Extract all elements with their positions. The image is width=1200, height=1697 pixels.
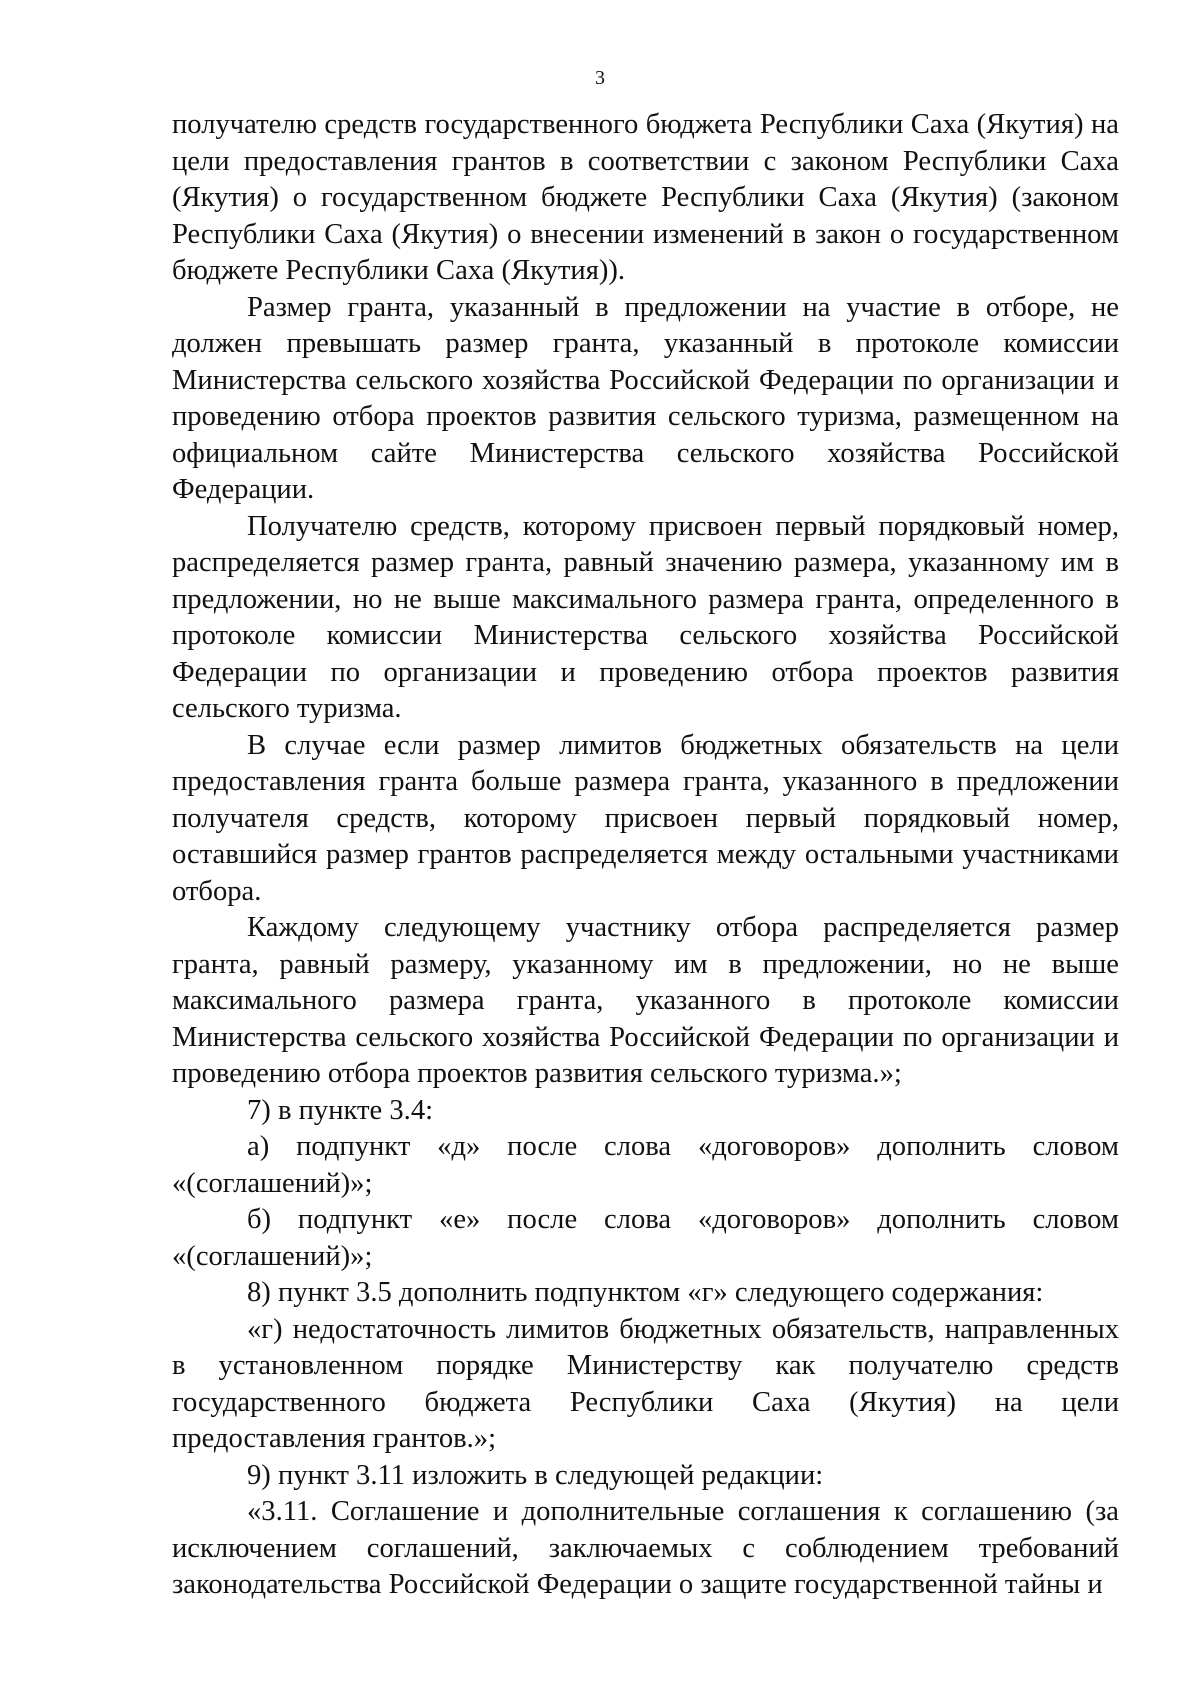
paragraph-continuation: получателю средств государственного бюджета Республики Саха (Якутия) на цели предоставления грантов в соответствии с законом Республики Саха (Якутия) о государственном бюджете Республики Саха (Якутия) (законом Республики Саха (Якутия) о внесении изменений в закон о государственном бюджете Республики Саха (Якутия)). xyxy=(172,109,1119,286)
paragraph-item-8g: «г) недостаточность лимитов бюджетных обязательств, направленных в установленном порядке Министерству как получателю средств государственного бюджета Республики Саха (Якутия) на цели предоставления грантов.»; xyxy=(172,1313,1119,1454)
page-number: 3 xyxy=(595,67,605,89)
paragraph-grant-size-limit: Размер гранта, указанный в предложении на участие в отборе, не должен превышать размер гранта, указанный в протоколе комиссии Министерства сельского хозяйства Российской Федерации по организации и проведению отбора проектов развития сельского туризма, размещенном на официальном сайте Министерства сельского хозяйства Российской Федерации. xyxy=(172,291,1119,505)
paragraph-item-3-11: «3.11. Соглашение и дополнительные соглашения к соглашению (за исключением соглашений, заключаемых с соблюдением требований законодательства Российской Федерации о защите государственной тайны и xyxy=(172,1496,1119,1600)
paragraph-first-recipient: Получателю средств, которому присвоен первый порядковый номер, распределяется размер гранта, равный значению размера, указанному им в предложении, но не выше максимального размера гранта, определенного в протоколе комиссии Министерства сельского хозяйства Российской Федерации по организации и проведению отбора проектов развития сельского туризма. xyxy=(172,510,1119,724)
paragraph-remaining-limits: В случае если размер лимитов бюджетных обязательств на цели предоставления гранта больше размера гранта, указанного в предложении получателя средств, которому присвоен первый порядковый номер, оставшийся размер грантов распределяется между остальными участниками отбора. xyxy=(172,729,1119,907)
paragraph-item-7b: б) подпункт «е» после слова «договоров» дополнить словом «(соглашений)»; xyxy=(172,1204,1119,1272)
paragraph-item-8: 8) пункт 3.5 дополнить подпунктом «г» следующего содержания: xyxy=(247,1277,1044,1308)
document-body xyxy=(172,107,1119,1604)
paragraph-item-9: 9) пункт 3.11 изложить в следующей редакции: xyxy=(247,1459,824,1491)
paragraph-item-7a: а) подпункт «д» после слова «договоров» дополнить словом «(соглашений)»; xyxy=(172,1131,1119,1199)
paragraph-next-participant: Каждому следующему участнику отбора распределяется размер гранта, равный размеру, указанному им в предложении, но не выше максимального размера гранта, указанного в протоколе комиссии Министерства сельского хозяйства Российской Федерации по организации и проведению отбора проектов развития сельского туризма.»; xyxy=(172,912,1119,1089)
paragraph-item-7: 7) в пункте 3.4: xyxy=(247,1094,434,1126)
